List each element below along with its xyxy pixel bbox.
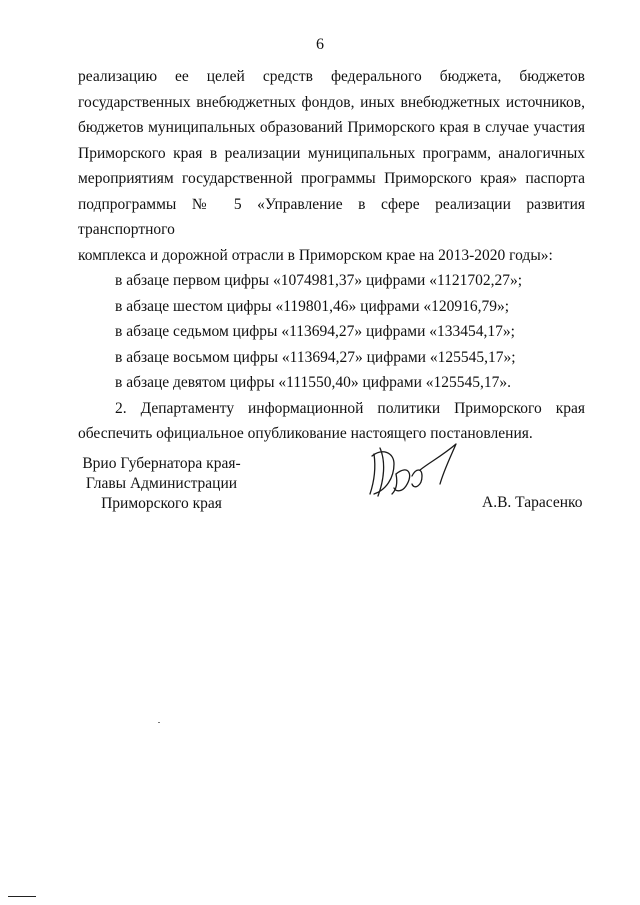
body-line: 2. Департаменту информационной политики Приморского края	[115, 399, 585, 417]
amendment-item: в абзаце седьмом цифры «113694,27» цифрами «133454,17»;	[115, 323, 515, 340]
signatory-name: А.В. Тарасенко	[482, 494, 583, 511]
amendment-item: в абзаце восьмом цифры «113694,27» цифрами «125545,17»;	[115, 348, 516, 366]
handwritten-signature	[360, 434, 470, 504]
signatory-position-line: Приморского края	[101, 495, 222, 512]
page-number: 6	[316, 36, 324, 53]
footer-rule	[8, 896, 36, 897]
amendment-item: в абзаце девятом цифры «111550,40» цифрами «125545,17».	[115, 374, 511, 391]
scan-speck	[158, 722, 160, 723]
body-line: Приморского края в реализации муниципальных программ, аналогичных	[78, 144, 585, 162]
body-line: реализацию ее целей средств федерального бюджета, бюджетов	[78, 68, 585, 85]
document-body	[78, 64, 585, 447]
body-line: комплекса и дорожной отрасли в Приморском крае на 2013-2020 годы»:	[78, 246, 553, 264]
signatory-position-line: Главы Администрации	[85, 475, 238, 492]
body-line: подпрограммы № 5 «Управление в сфере реализации развития транспортного	[78, 195, 585, 238]
body-line: обеспечить официальное опубликование настоящего постановления.	[78, 425, 533, 442]
body-line: государственных внебюджетных фондов, иных внебюджетных источников,	[78, 93, 585, 111]
signatory-position	[74, 454, 249, 514]
body-line: мероприятиям государственной программы Приморского края» паспорта	[78, 170, 585, 187]
body-line: бюджетов муниципальных образований Приморского края в случае участия	[78, 119, 585, 136]
signatory-position-line: Врио Губернатора края-	[82, 455, 241, 472]
amendment-item: в абзаце первом цифры «1074981,37» цифрами «1121702,27»;	[115, 272, 523, 289]
amendment-item: в абзаце шестом цифры «119801,46» цифрами «120916,79»;	[115, 297, 510, 315]
